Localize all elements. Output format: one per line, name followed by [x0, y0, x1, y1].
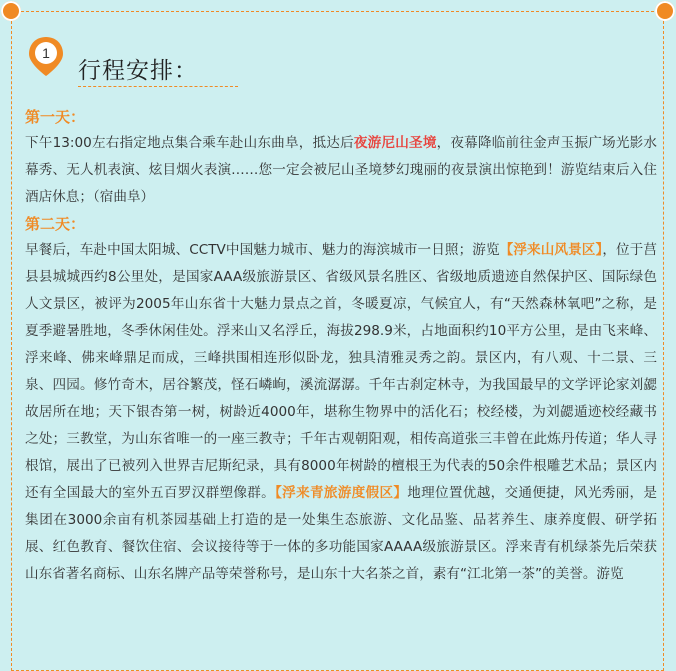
- day-2-text-b: ，位于莒县县城城西约8公里处，是国家AAA级旅游景区、省级风景名胜区、省级地质遗迹自然保护区、国际绿色人文景区，被评为2005年山东省十大魅力景点之首，冬暖夏凉，气候宜人，有“天然森林氧吧”之称，是夏季避暑胜地，冬季休闲佳处。浮来山又名浮丘，海拔298.9米，占地面积约10平方公里，是由飞来峰、浮来峰、佛来峰鼎足而成，三峰拱围相连形似卧龙，独具清雅灵秀之韵。景区内，有八观、十二景、三泉、四园。修竹奇木，居谷繁茂，怪石嶙峋，溪流潺潺。千年古刹定林寺，为我国最早的文学评论家刘勰故居所在地；天下银杏第一树，树龄近4000年，堪称生物界中的活化石；校经楼，为刘勰遁迹校经藏书之处；三教堂，为山东省唯一的一座三教寺；千年古观朝阳观，相传高道张三丰曾在此炼丹传道；华人寻根馆，展出了已被列入世界吉尼斯纪录，具有8000年树龄的檀根王为代表的50余件根雕艺术品；景区内还有全国最大的室外五百罗汉群塑像群。: [25, 242, 658, 501]
- page-title: 行程安排：: [78, 58, 198, 84]
- itinerary-content: [25, 104, 657, 588]
- day-2-text-a: 早餐后，车赴中国太阳城、CCTV中国魅力城市、魅力的海滨城市一日照；游览: [25, 242, 500, 258]
- day-2-text-c: 地理位置优越，交通便捷，风光秀丽，是集团在3000余亩有机茶园基础上打造的是一处集生态旅游、文化品鉴、品茗养生、康养度假、研学拓展、红色教育、餐饮住宿、会议接待等于一体的多功能国家AAAA级旅游景区。浮来青有机绿茶先后荣获山东省著名商标、山东名牌产品等荣誉称号，是山东十大名茶之首，素有“江北第一茶”的美誉。游览: [25, 485, 658, 582]
- day-1-text-b: ，夜幕降临前往金声玉振广场光影水幕秀、无人机表演、炫目烟火表演……您一定会被尼山圣境梦幻瑰丽的夜景演出惊艳到！游览结束后入住酒店休息；（宿曲阜）: [25, 135, 657, 205]
- day-1-text-a: 下午13:00左右指定地点集合乘车赴山东曲阜，抵达后: [25, 135, 354, 151]
- day-2-highlight-2: 【浮来青旅游度假区】: [275, 485, 408, 501]
- day-1-title: 第一天：: [25, 108, 86, 126]
- section-header: [24, 34, 214, 90]
- day-2-highlight-1: 【浮来山风景区】: [499, 242, 603, 258]
- day-2-title: 第二天：: [25, 215, 86, 233]
- title-underline: [78, 86, 238, 87]
- day-1-highlight: 夜游尼山圣境: [353, 135, 437, 151]
- day-2-paragraph: [25, 237, 657, 588]
- location-pin-icon: [24, 34, 68, 78]
- corner-dot-right-icon: [655, 1, 675, 21]
- corner-dot-left-icon: [1, 1, 21, 21]
- step-number: 1: [42, 45, 50, 61]
- day-1-paragraph: [25, 130, 657, 211]
